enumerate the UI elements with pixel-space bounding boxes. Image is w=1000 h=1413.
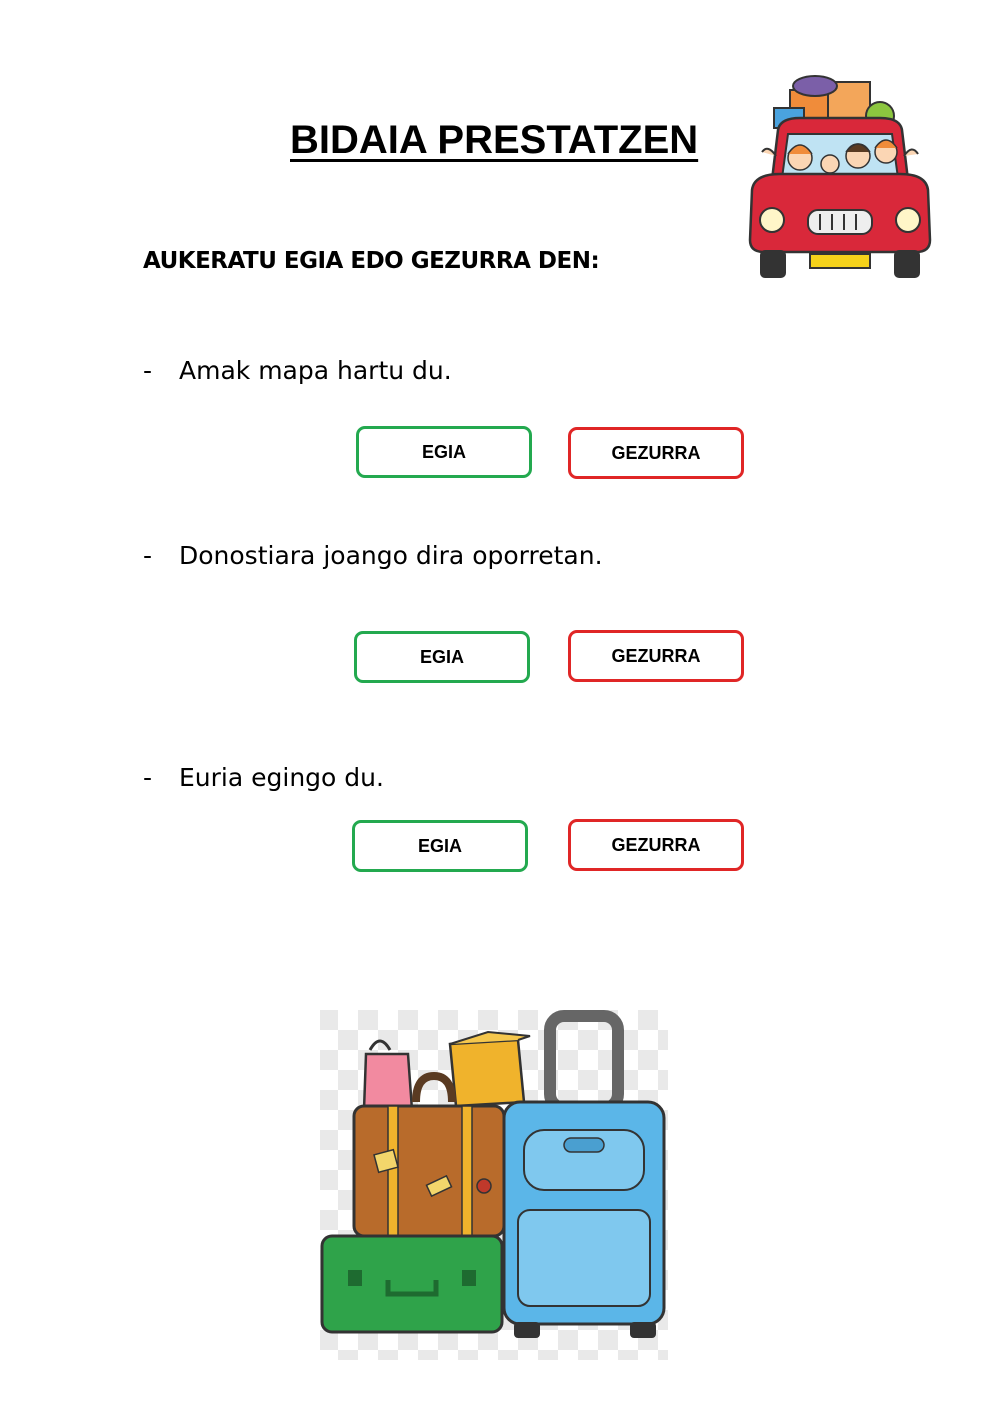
question-text: Amak mapa hartu du.	[179, 356, 452, 385]
question-text: Donostiara joango dira oporretan.	[179, 541, 603, 570]
true-button-q1[interactable]: EGIA	[356, 426, 532, 478]
true-button-q3[interactable]: EGIA	[352, 820, 528, 872]
question-1	[143, 356, 452, 385]
false-button-q1[interactable]: GEZURRA	[568, 427, 744, 479]
question-text: Euria egingo du.	[179, 763, 384, 792]
question-bullet: -	[143, 763, 153, 792]
question-2	[143, 541, 603, 570]
family-car-illustration	[740, 70, 940, 285]
luggage-illustration	[318, 1010, 670, 1360]
question-bullet: -	[143, 541, 153, 570]
question-bullet: -	[143, 356, 153, 385]
false-button-q3[interactable]: GEZURRA	[568, 819, 744, 871]
true-button-q2[interactable]: EGIA	[354, 631, 530, 683]
false-button-q2[interactable]: GEZURRA	[568, 630, 744, 682]
page-title: BIDAIA PRESTATZEN	[290, 118, 699, 162]
instruction-heading: AUKERATU EGIA EDO GEZURRA DEN:	[143, 248, 600, 274]
question-3	[143, 763, 384, 792]
